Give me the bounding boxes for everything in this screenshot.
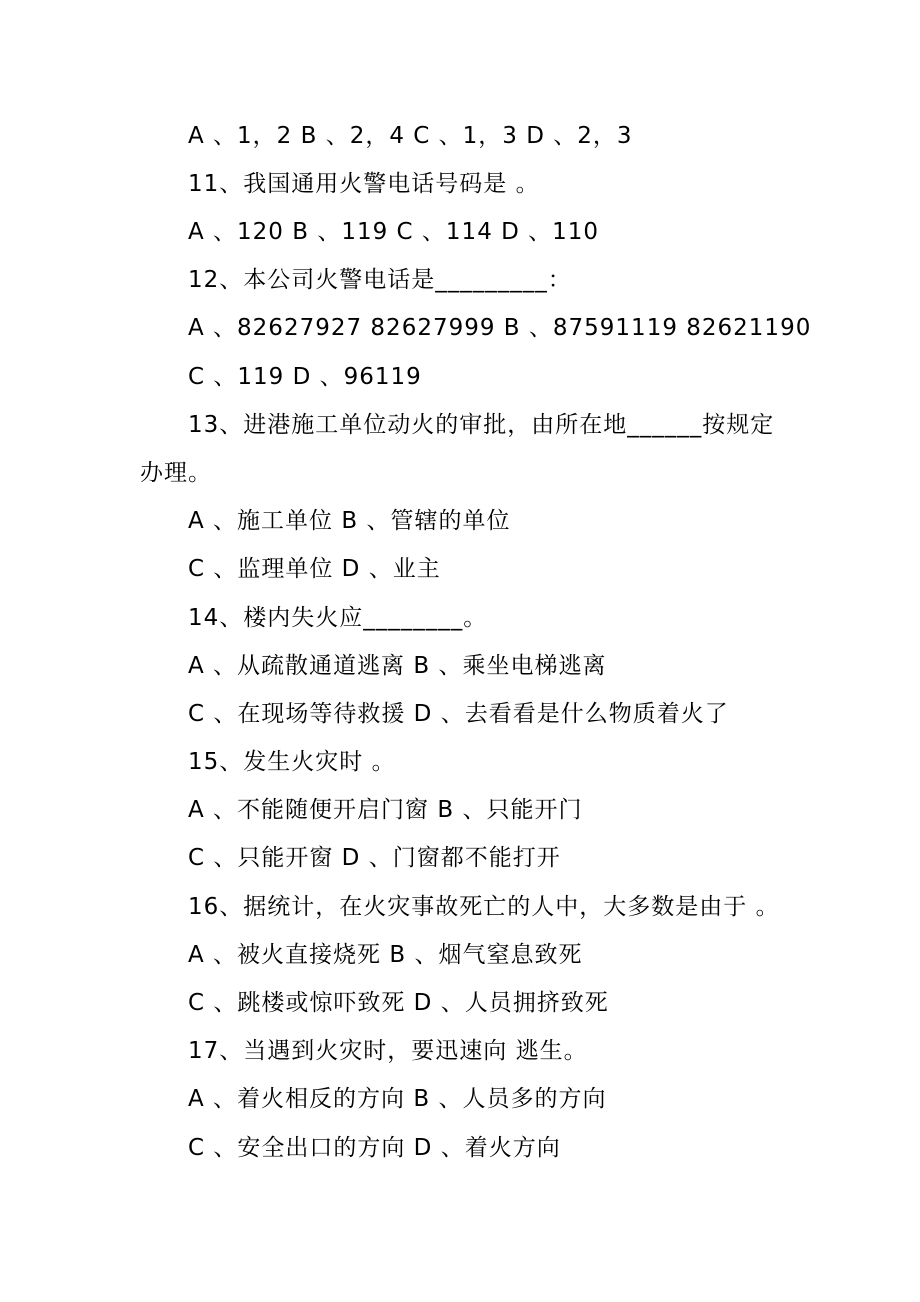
q16-options-cd: C 、跳楼或惊吓致死 D 、人员拥挤致死	[188, 990, 609, 1016]
q13-question-continued: 办理。	[140, 460, 212, 486]
q15-options-ab: A 、不能随便开启门窗 B 、只能开门	[188, 797, 583, 823]
q17-options-ab: A 、着火相反的方向 B 、人员多的方向	[188, 1086, 607, 1112]
q17-options-cd: C 、安全出口的方向 D 、着火方向	[188, 1135, 561, 1161]
q12-question: 12、本公司火警电话是_________：	[188, 267, 572, 293]
q11-question: 11、我国通用火警电话号码是 。	[188, 171, 540, 197]
q14-question: 14、楼内失火应________。	[188, 605, 488, 631]
q12-options-ab: A 、82627927 82627999 B 、87591119 82621190	[188, 315, 812, 341]
q15-question: 15、发生火灾时 。	[188, 749, 396, 775]
q17-question: 17、当遇到火灾时，要迅速向 逃生。	[188, 1038, 588, 1064]
q16-options-ab: A 、被火直接烧死 B 、烟气窒息致死	[188, 942, 583, 968]
q11-options: A 、120 B 、119 C 、114 D 、110	[188, 219, 600, 245]
q16-question: 16、据统计，在火灾事故死亡的人中，大多数是由于 。	[188, 894, 780, 920]
q14-options-cd: C 、在现场等待救援 D 、去看看是什么物质着火了	[188, 701, 729, 727]
q14-options-ab: A 、从疏散通道逃离 B 、乘坐电梯逃离	[188, 653, 607, 679]
q13-options-cd: C 、监理单位 D 、业主	[188, 556, 441, 582]
q13-question: 13、进港施工单位动火的审批，由所在地______按规定	[188, 412, 775, 438]
q13-options-ab: A 、施工单位 B 、管辖的单位	[188, 508, 511, 534]
q10-options: A 、1，2 B 、2，4 C 、1，3 D 、2，3	[188, 123, 633, 149]
q15-options-cd: C 、只能开窗 D 、门窗都不能打开	[188, 845, 561, 871]
q12-options-cd: C 、119 D 、96119	[188, 364, 422, 390]
